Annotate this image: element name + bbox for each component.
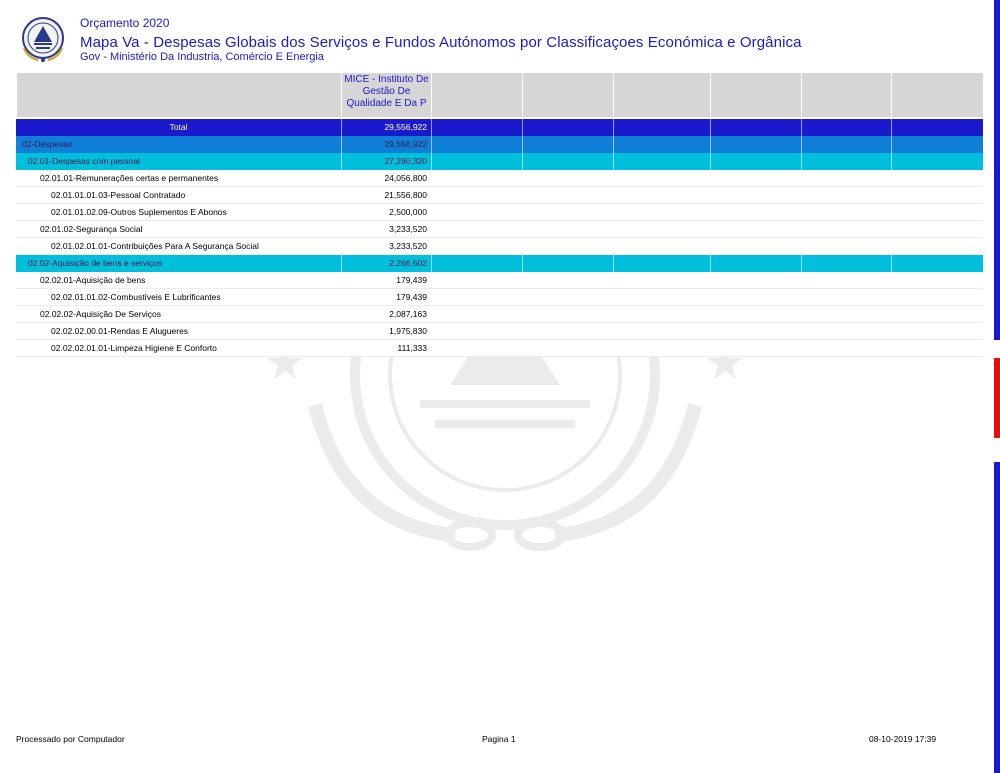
column-header-institute: MICE - Instituto De Gestão De Qualidade E Da P (341, 73, 431, 117)
row-label: 02.02.01.01.02-Combustíveis E Lubrificantes (51, 292, 221, 302)
row-value: 179,439 (396, 275, 427, 285)
row-label: 02.01.01.02.09-Outros Suplementos E Abonos (51, 207, 227, 217)
row-label: 02.01-Despesas com pessoal (28, 156, 140, 166)
footer-datetime: 08-10-2019 17:39 (869, 734, 937, 744)
table-row (16, 306, 983, 323)
table-row (16, 255, 983, 272)
row-label: 02.01.02-Segurança Social (40, 224, 143, 234)
table-row (16, 272, 983, 289)
table-row (16, 204, 983, 221)
table-row (16, 136, 983, 153)
row-value: 179,439 (396, 292, 427, 302)
table-row (16, 119, 983, 136)
row-value: 111,333 (397, 343, 427, 353)
row-value: 1,975,830 (389, 326, 427, 336)
row-value: 3,233,520 (389, 224, 427, 234)
row-value: 29,556,922 (384, 122, 427, 132)
ministry-subtitle: Gov - Ministério Da Industria, Comércio E Energia (80, 51, 324, 63)
report-title: Mapa Va - Despesas Globais dos Serviços e Fundos Autónomos por Classificaçoes Económica e Orgânica (80, 34, 802, 51)
row-label: 02.01.02.01.01-Contribuições Para A Segurança Social (51, 241, 259, 251)
table-row (16, 170, 983, 187)
row-label: 02.01.01-Remunerações certas e permanentes (40, 173, 219, 183)
table-row (16, 289, 983, 306)
row-label: 02-Despesas (22, 139, 73, 149)
expense-table (16, 73, 983, 357)
row-value: 2,087,163 (389, 309, 427, 319)
table-row (16, 340, 983, 357)
edge-marker-blue-bottom (994, 462, 1000, 773)
row-value: 24,056,800 (384, 173, 427, 183)
row-label: 02.02.02.01.01-Limpeza Higiene E Conforto (51, 343, 217, 353)
footer-page-number: Pagina 1 (482, 734, 516, 744)
budget-year-title: Orçamento 2020 (80, 16, 170, 30)
table-body (16, 119, 983, 357)
row-value: 2,500,000 (389, 207, 427, 217)
row-label: Total (169, 122, 188, 132)
table-row (16, 238, 983, 255)
footer-processed-by: Processado por Computador (16, 734, 125, 744)
row-label: 02.02-Aquisição de bens e serviços (28, 258, 163, 268)
table-row (16, 323, 983, 340)
row-label: 02.02.01-Aquisição de bens (40, 275, 146, 285)
table-header-row (16, 73, 983, 117)
row-value: 21,556,800 (384, 190, 427, 200)
table-row (16, 153, 983, 170)
coat-of-arms-logo (16, 14, 70, 64)
row-value: 27,290,320 (384, 156, 427, 166)
row-label: 02.02.02-Aquisição De Serviços (40, 309, 161, 319)
row-value: 29,556,922 (384, 139, 427, 149)
table-row (16, 187, 983, 204)
table-row (16, 221, 983, 238)
edge-marker-blue-top (994, 0, 1000, 340)
row-value: 3,233,520 (389, 241, 427, 251)
row-value: 2,266,602 (389, 258, 427, 268)
row-label: 02.02.02.00.01-Rendas E Alugueres (51, 326, 189, 336)
row-label: 02.01.01.01.03-Pessoal Contratado (51, 190, 186, 200)
edge-marker-red (994, 358, 1000, 438)
